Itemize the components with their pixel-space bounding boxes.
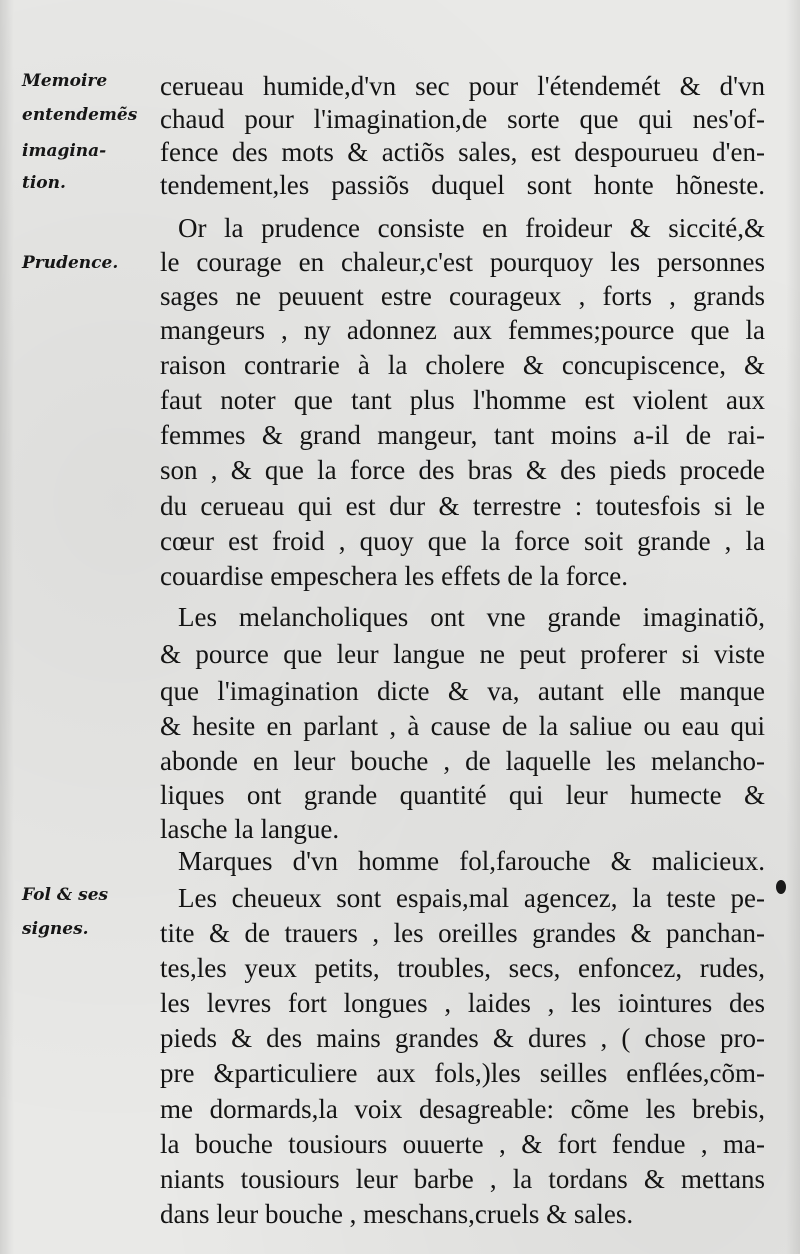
margin-note-signes: signes. [22,919,89,939]
text-line: Or la prudence consiste en froideur & siccité,& [178,213,765,243]
text-line: & pource que leur langue ne peut proferer si viste [160,639,765,669]
text-line: tes,les yeux petits, troubles, secs, enfoncez, rudes, [160,953,765,983]
text-line: dans leur bouche , meschans,cruels & sales. [160,1199,634,1229]
margin-note-memoire: Memoire [22,71,108,91]
text-line: mangeurs , ny adonnez aux femmes;pource que la [160,315,765,345]
text-line: & hesite en parlant , à cause de la saliue ou eau qui [160,711,765,741]
text-line: Les melancholiques ont vne grande imaginatiõ, [178,602,765,632]
text-line: femmes & grand mangeur, tant moins a-il de rai- [160,420,765,450]
margin-note-fol: Fol & ses [22,885,109,905]
section-heading: Marques d'vn homme fol,farouche & malicieux. [178,846,765,876]
text-line: la bouche tousiours ouuerte , & fort fendue , ma- [160,1129,765,1159]
text-line: cœur est froid , quoy que la force soit grande , la [160,526,765,556]
text-line: lasche la langue. [160,814,340,844]
text-line: sages ne peuuent estre courageux , forts , grands [160,281,765,311]
text-line: du cerueau qui est dur & terrestre : toutesfois si le [160,491,765,521]
text-line: le courage en chaleur,c'est pourquoy les personnes [160,247,765,277]
text-line: liques ont grande quantité qui leur humecte & [160,780,765,810]
margin-note-entendemens: entendemẽs [22,105,138,125]
text-line: niants tousiours leur barbe , la tordans & mettans [160,1164,765,1194]
text-line: me dormards,la voix desagreable: cõme les brebis, [160,1094,765,1124]
text-line: raison contrarie à la cholere & concupiscence, & [160,350,765,380]
text-line: faut noter que tant plus l'homme est violent aux [160,385,765,415]
text-line: pre &particuliere aux fols,)les seilles enflées,cõm- [160,1058,765,1088]
text-line: abonde en leur bouche , de laquelle les melancho- [160,746,765,776]
margin-note-prudence: Prudence. [22,253,119,273]
ink-blot [776,880,786,894]
text-line: pieds & des mains grandes & dures , ( chose pro- [160,1023,765,1053]
text-line: que l'imagination dicte & va, autant elle manque [160,676,765,706]
margin-note-tion: tion. [22,173,66,193]
text-line: chaud pour l'imagination,de sorte que qui nes'of- [160,104,765,134]
text-line: tendement,les passiõs duquel sont honte hõneste. [160,170,765,200]
text-line: son , & que la force des bras & des pieds procede [160,455,765,485]
text-line: cerueau humide,d'vn sec pour l'étendemét & d'vn [160,71,765,101]
text-line: couardise empeschera les effets de la force. [160,561,629,591]
text-line: tite & de trauers , les oreilles grandes & panchan- [160,918,765,948]
text-line: fence des mots & actiõs sales, est despourueu d'en- [160,137,765,167]
margin-note-imagination: imagina- [22,141,107,161]
text-line: les levres fort longues , laides , les iointures des [160,988,765,1018]
text-line: Les cheueux sont espais,mal agencez, la teste pe- [178,883,765,913]
